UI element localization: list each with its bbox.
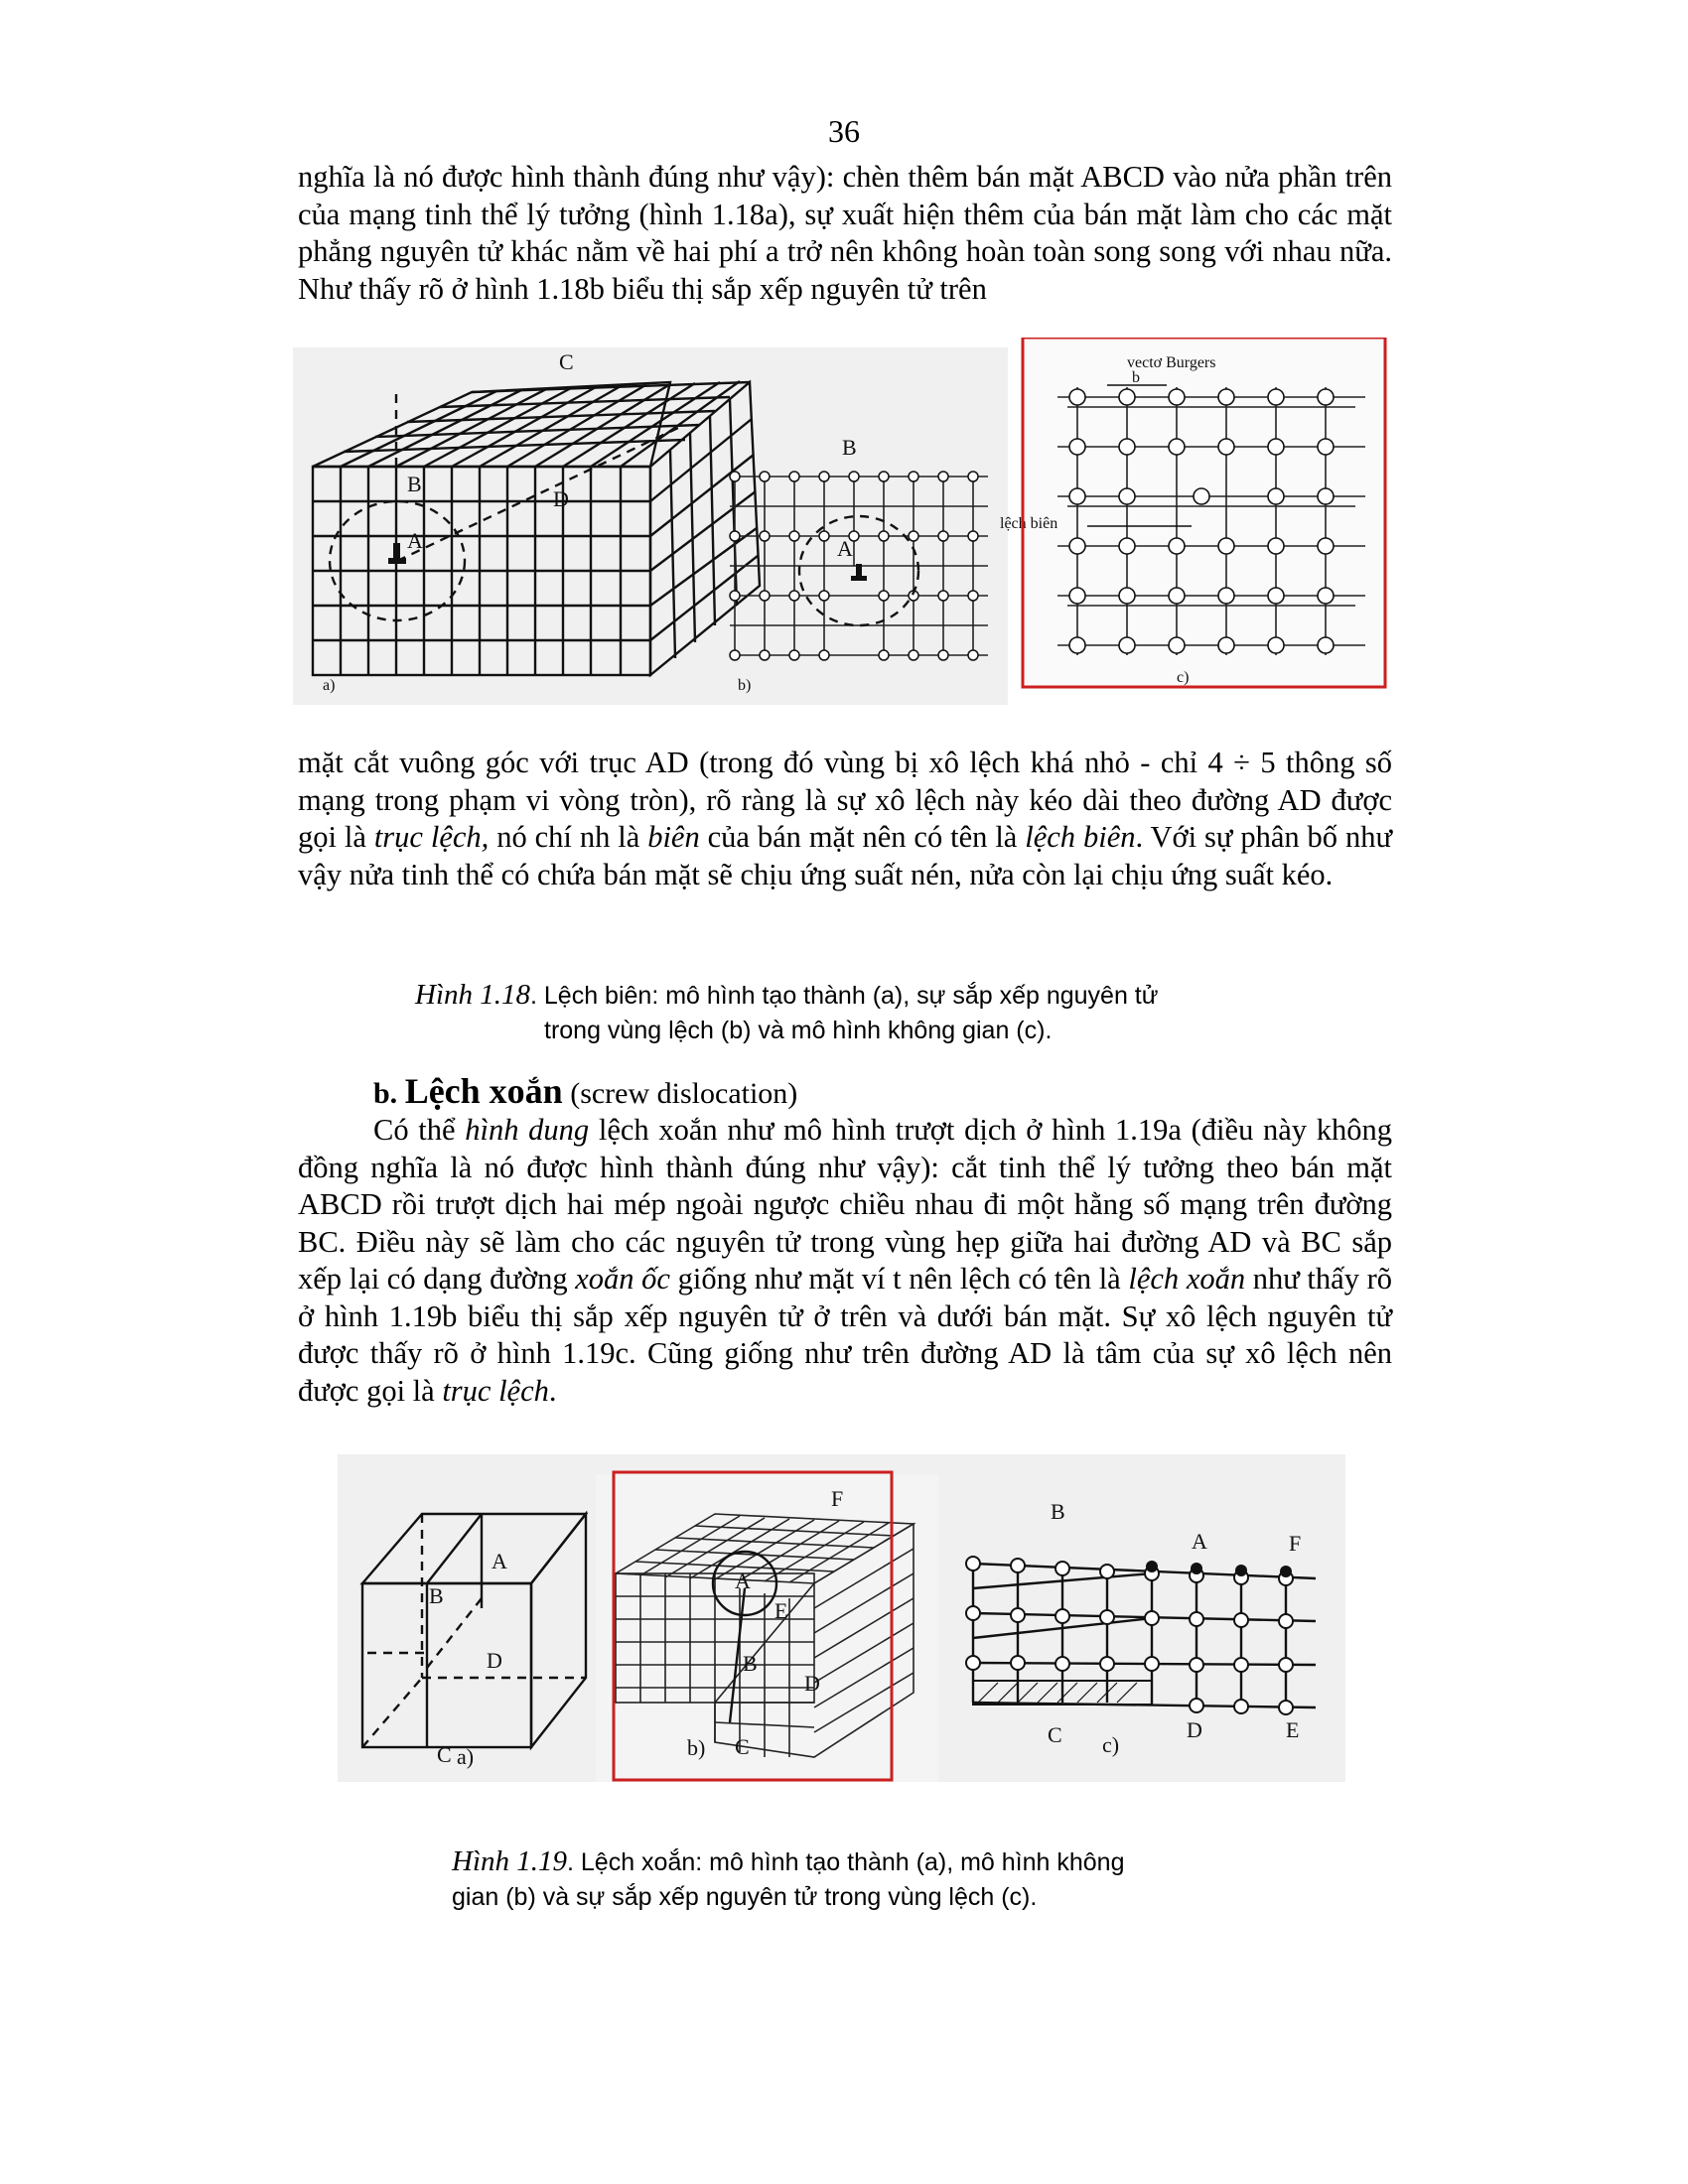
fig-1-19c-label-a: A	[1192, 1529, 1207, 1554]
p2-text-1: mặt cắt vuông góc với trục AD (trong đó vùng bị xô lệch khá nhỏ - chỉ 4 ÷ 5 thông số mạng trong phạm vi vòng tròn), rõ ràng là sự xô lệch này kéo dài theo đường AD được gọi là	[298, 746, 1392, 854]
fig-1-19a-label-d: D	[487, 1648, 502, 1673]
fig-1-18c-burgers-label: vectơ Burgers	[1127, 354, 1216, 371]
figure-1-19-caption	[452, 1844, 1345, 1915]
section-title: Lệch xoắn	[404, 1071, 563, 1111]
p2-emph-2: biên	[647, 820, 700, 854]
fig-1-19c-panel-label: c)	[1102, 1732, 1120, 1757]
fig-1-19b-label-d: D	[804, 1671, 820, 1696]
p3-emph-4: trục lệch	[442, 1373, 549, 1408]
fig-1-19b-label-e: E	[774, 1598, 788, 1623]
fig-1-18c-panel-label: c)	[1177, 669, 1190, 686]
fig-1-19b-label-b: B	[743, 1651, 758, 1676]
paragraph-1: nghĩa là nó được hình thành đúng như vậy): chèn thêm bán mặt ABCD vào nửa phần trên của mạng tinh thể lý tưởng (hình 1.18a), sự xuất hiện thêm của bán mặt làm cho các mặt phẳng nguyên tử khác nằm về hai phí a trở nên không hoàn toàn song song với nhau nữa. Như thấy rõ ở hình 1.18b biểu thị sắp xếp nguyên tử trên	[298, 160, 1392, 306]
caption-1-18-text-1: . Lệch biên: mô hình tạo thành (a), sự sắp xếp nguyên tử	[530, 982, 1159, 1010]
caption-1-18-line-2: trong vùng lệch (b) và mô hình không gian (c).	[544, 1017, 1053, 1044]
fig-1-18a-label-a: A	[407, 528, 423, 553]
fig-1-19a-label-b: B	[429, 1583, 444, 1608]
p3-emph-2: xoắn ốc	[575, 1262, 670, 1296]
p3-text-2: lệch xoắn như mô hình trượt dịch ở hình 1.19a (điều này không đồng nghĩa là nó được hình thành đúng như vậy): cắt tinh thể lý tưởng theo bán mặt ABCD rồi trượt dịch hai mép ngoài ngược chiều nhau đi một hằng số mạng trên đường BC. Điều này sẽ làm cho các nguyên tử trong vùng hẹp giữa hai đường AD và BC sắp xếp lại có dạng đường	[298, 1113, 1392, 1296]
p3-text-4: như thấy rõ ở hình 1.19b biểu thị sắp xếp nguyên tử ở trên và dưới bán mặt. Sự xô lệch nguyên tử được thấy rõ ở hình 1.19c. Cũng giống như trên đường AD là tâm của sự xô lệch nên được gọi là	[298, 1262, 1392, 1408]
p3-text-1: Có thể	[373, 1113, 466, 1147]
p2-emph-3: lệch biên	[1025, 820, 1136, 854]
fig-1-18a-panel-label: a)	[323, 677, 336, 694]
p2-text-3: của bán mặt nên có tên là	[699, 820, 1026, 854]
fig-1-19c-label-c: C	[1048, 1722, 1062, 1747]
figure-1-18	[293, 338, 1395, 715]
fig-1-19b-label-a: A	[735, 1569, 751, 1593]
caption-1-19-line-2: gian (b) và sự sắp xếp nguyên tử trong vùng lệch (c).	[452, 1883, 1038, 1911]
fig-1-18b-label-b: B	[842, 435, 857, 460]
p2-emph-1: trục lệch,	[373, 820, 490, 854]
page-number: 36	[828, 113, 860, 149]
caption-1-19-line-1	[452, 1844, 1345, 1880]
figure-1-19-svg	[338, 1454, 1350, 1792]
fig-1-19b-label-f: F	[831, 1486, 844, 1511]
fig-1-18c-edge-label: lệch biên	[1000, 515, 1058, 532]
fig-1-19c-label-d: D	[1187, 1717, 1202, 1742]
fig-1-19a-label-c: C	[437, 1742, 452, 1767]
fig-1-18a-label-c: C	[559, 349, 574, 374]
section-heading	[373, 1070, 797, 1112]
fig-1-18b-label-a: A	[837, 536, 853, 561]
p3-emph-3: lệch xoắn	[1128, 1262, 1246, 1296]
fig-1-19c-label-f: F	[1289, 1531, 1302, 1556]
fig-1-19b-label-c: C	[735, 1734, 750, 1759]
fig-1-19b-screw-model	[596, 1472, 938, 1782]
p2-text-4: . Với sự phân bố như vậy nửa tinh thể có chứa bán mặt sẽ chịu ứng suất nén, nửa còn lại chịu ứng suất kéo.	[298, 820, 1392, 891]
fig-1-18c-space-model	[1000, 338, 1388, 687]
caption-1-18-label: Hình 1.18	[415, 979, 530, 1011]
fig-1-18c-b-label: b	[1132, 369, 1140, 386]
paragraph-2	[298, 745, 1392, 893]
figure-1-19	[338, 1454, 1350, 1792]
p3-emph-1: hình dung	[465, 1113, 590, 1147]
fig-1-18b-panel-label: b)	[738, 677, 752, 694]
section-subtitle: (screw dislocation)	[570, 1077, 798, 1110]
fig-1-19c-label-b: B	[1051, 1499, 1065, 1524]
fig-1-19a-panel-label: a)	[457, 1744, 475, 1769]
fig-1-19b-panel-label: b)	[687, 1735, 706, 1760]
paragraph-3	[298, 1112, 1392, 1410]
caption-1-19-label: Hình 1.19	[452, 1845, 567, 1877]
p3-text-3: giống như mặt ví t nên lệch có tên là	[669, 1262, 1129, 1296]
caption-1-18-line-1	[415, 978, 1368, 1014]
fig-1-19c-label-e: E	[1286, 1717, 1300, 1742]
p3-text-5: .	[548, 1373, 557, 1408]
section-prefix: b.	[373, 1077, 398, 1110]
p2-text-2: nó chí nh là	[489, 820, 648, 854]
figure-1-18-svg	[293, 338, 1395, 715]
fig-1-18a-label-b: B	[407, 472, 422, 496]
fig-1-18a-label-d: D	[553, 486, 569, 511]
fig-1-19a-label-a: A	[492, 1549, 507, 1573]
figure-1-18-caption	[415, 978, 1368, 1048]
caption-1-19-text-1: . Lệch xoắn: mô hình tạo thành (a), mô hình không	[567, 1848, 1125, 1876]
